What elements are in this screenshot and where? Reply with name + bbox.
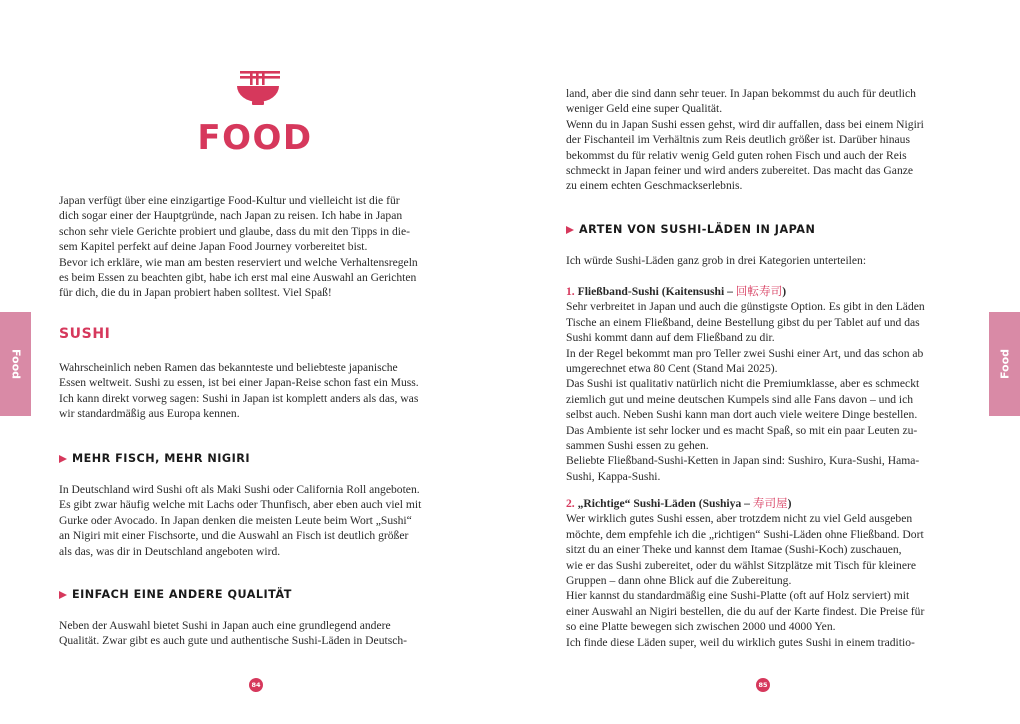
item-name: „Richtige“ Sushi-Läden (Sushiya – bbox=[577, 497, 753, 510]
item-title bbox=[566, 496, 974, 511]
subheading-label: EINFACH EINE ANDERE QUALITÄT bbox=[72, 588, 292, 601]
sushi-paragraph: Wahrscheinlich neben Ramen das bekannteste und beliebteste japanische Essen weltweit. Sushi zu essen, ist bei einer Japan-Reise schon fast ein Muss. Ich kann direkt vorweg sagen: Sushi in Japan ist komplett anders als das, was wir standardmäßig aus Europa kennen. bbox=[59, 361, 419, 421]
paragraph-mehr-fisch: In Deutschland wird Sushi oft als Maki Sushi oder California Roll angeboten. Es gibt zwar häufig welche mit Lachs oder Thunfisch, aber eben auch viel mit Gurke oder Avocado. In Japan denken die meisten Leute beim Wort „Sushi“ an Nigiri mit einer Fischsorte, und die Auswahl an Fisch ist deutlich größer als das, was dir in Deutschland angeboten wird. bbox=[59, 483, 422, 558]
item-title bbox=[566, 284, 974, 299]
page-number: 85 bbox=[756, 678, 770, 692]
subheading-andere-qualitaet bbox=[59, 588, 292, 601]
side-tab-label: Food bbox=[998, 348, 1011, 380]
ramen-bowl-icon bbox=[236, 70, 280, 106]
item-japanese: 回転寿司 bbox=[735, 285, 783, 298]
side-tab-label: Food bbox=[9, 348, 22, 380]
subheading-label: MEHR FISCH, MEHR NIGIRI bbox=[72, 452, 251, 465]
item-number: 2. bbox=[566, 497, 575, 510]
triangle-bullet-icon bbox=[59, 591, 67, 599]
item-close: ) bbox=[787, 497, 792, 510]
subheading-arten-sushi-laeden bbox=[566, 223, 815, 236]
subheading-label: ARTEN VON SUSHI-LÄDEN IN JAPAN bbox=[579, 223, 816, 236]
intro-text: Japan verfügt über eine einzigartige Food-Kultur und vielleicht ist die für dich sogar einer der Hauptgründe, nach Japan zu reisen. Ich habe in Japan schon sehr viele Gerichte probiert und glaube, dass du mit den Tipps in die- sem Kapitel perfekt auf deine Japan Food Journey vorbereitet bist. Bevor ich erkläre, wie man am besten reserviert und welche Verhaltensregeln es beim Essen zu beachten gibt, habe ich erst mal eine Auswahl an Gerichten für dich, die du in Japan probiert haben solltest. Viel Spaß! bbox=[59, 194, 418, 300]
item-number: 1. bbox=[566, 285, 575, 298]
right-page bbox=[510, 0, 1020, 724]
page-number: 84 bbox=[249, 678, 263, 692]
side-tab-food bbox=[989, 312, 1020, 416]
triangle-bullet-icon bbox=[59, 455, 67, 463]
categories-intro: Ich würde Sushi-Läden ganz grob in drei Kategorien unterteilen: bbox=[566, 254, 867, 267]
page-title: FOOD bbox=[197, 118, 313, 158]
continued-paragraph: land, aber die sind dann sehr teuer. In Japan bekommst du auch für deutlich weniger Geld eine super Qualität. Wenn du in Japan Sushi essen gehst, wird dir auffallen, dass bei einem Nigiri der Fischanteil im Verhältnis zum Reis deutlich größer ist. Darüber hinaus bekommst du für relativ wenig Geld guten rohen Fisch und auch der Reis schmeckt in Japan feiner und wird anders zubereitet. Das macht das Ganze zu einem echten Geschmackserlebnis. bbox=[566, 87, 924, 193]
item-close: ) bbox=[782, 285, 787, 298]
item-text: Sehr verbreitet in Japan und auch die günstigste Option. Es gibt in den Läden Tische an einem Fließband, deine Bestellung gibst du per Tablet auf und das Sushi kommt dann auf dem Fließband zu dir. In der Regel bekommt man pro Teller zwei Sushi einer Art, und das schon ab umgerechnet etwa 80 Cent (Stand Mai 2025). Das Sushi ist qualitativ natürlich nicht die Premiumklasse, aber es schmeckt ziemlich gut und meine deutschen Kumpels sind alle Fans davon – und ich selbst auch. Neben Sushi kann man dort auch viele weitere Dinge bestellen. Das Ambiente ist sehr locker und es macht Spaß, so mit ein paar Leuten zu- sammen Sushi essen zu gehen. Beliebte Fließband-Sushi-Ketten in Japan sind: Sushiro, Kura-Sushi, Hama- Sushi, Kappa-Sushi. bbox=[566, 300, 925, 483]
subheading-mehr-fisch bbox=[59, 452, 250, 465]
triangle-bullet-icon bbox=[566, 226, 574, 234]
list-item-sushiya bbox=[566, 496, 974, 650]
paragraph-andere-qualitaet: Neben der Auswahl bietet Sushi in Japan auch eine grundlegend andere Qualität. Zwar gibt es auch gute und authentische Sushi-Läden in Deutsch- bbox=[59, 619, 408, 648]
side-tab-food bbox=[0, 312, 31, 416]
list-item-kaitensushi bbox=[566, 284, 974, 484]
item-name: Fließband-Sushi (Kaitensushi – bbox=[577, 285, 736, 298]
section-heading-sushi: SUSHI bbox=[59, 326, 111, 342]
item-text: Wer wirklich gutes Sushi essen, aber trotzdem nicht zu viel Geld ausgeben möchte, dem empfehle ich die „richtigen“ Sushi-Läden ohne Fließband. Dort sitzt du an einer Theke und kannst dem Itamae (Sushi-Koch) zuschauen, wie er das Sushi zubereitet, oder du wählst Sitzplätze mit Tisch für kleinere Gruppen – dann ohne Blick auf die Zubereitung. Hier kannst du standardmäßig eine Sushi-Platte (oft auf Holz serviert) mit einer Auswahl an Nigiri bestellen, die du auf der Karte findest. Die Preise für so eine Platte bewegen sich zwischen 2000 und 4000 Yen. Ich finde diese Läden super, weil du wirklich gutes Sushi in einem traditio- bbox=[566, 512, 925, 649]
item-japanese: 寿司屋 bbox=[752, 497, 788, 510]
